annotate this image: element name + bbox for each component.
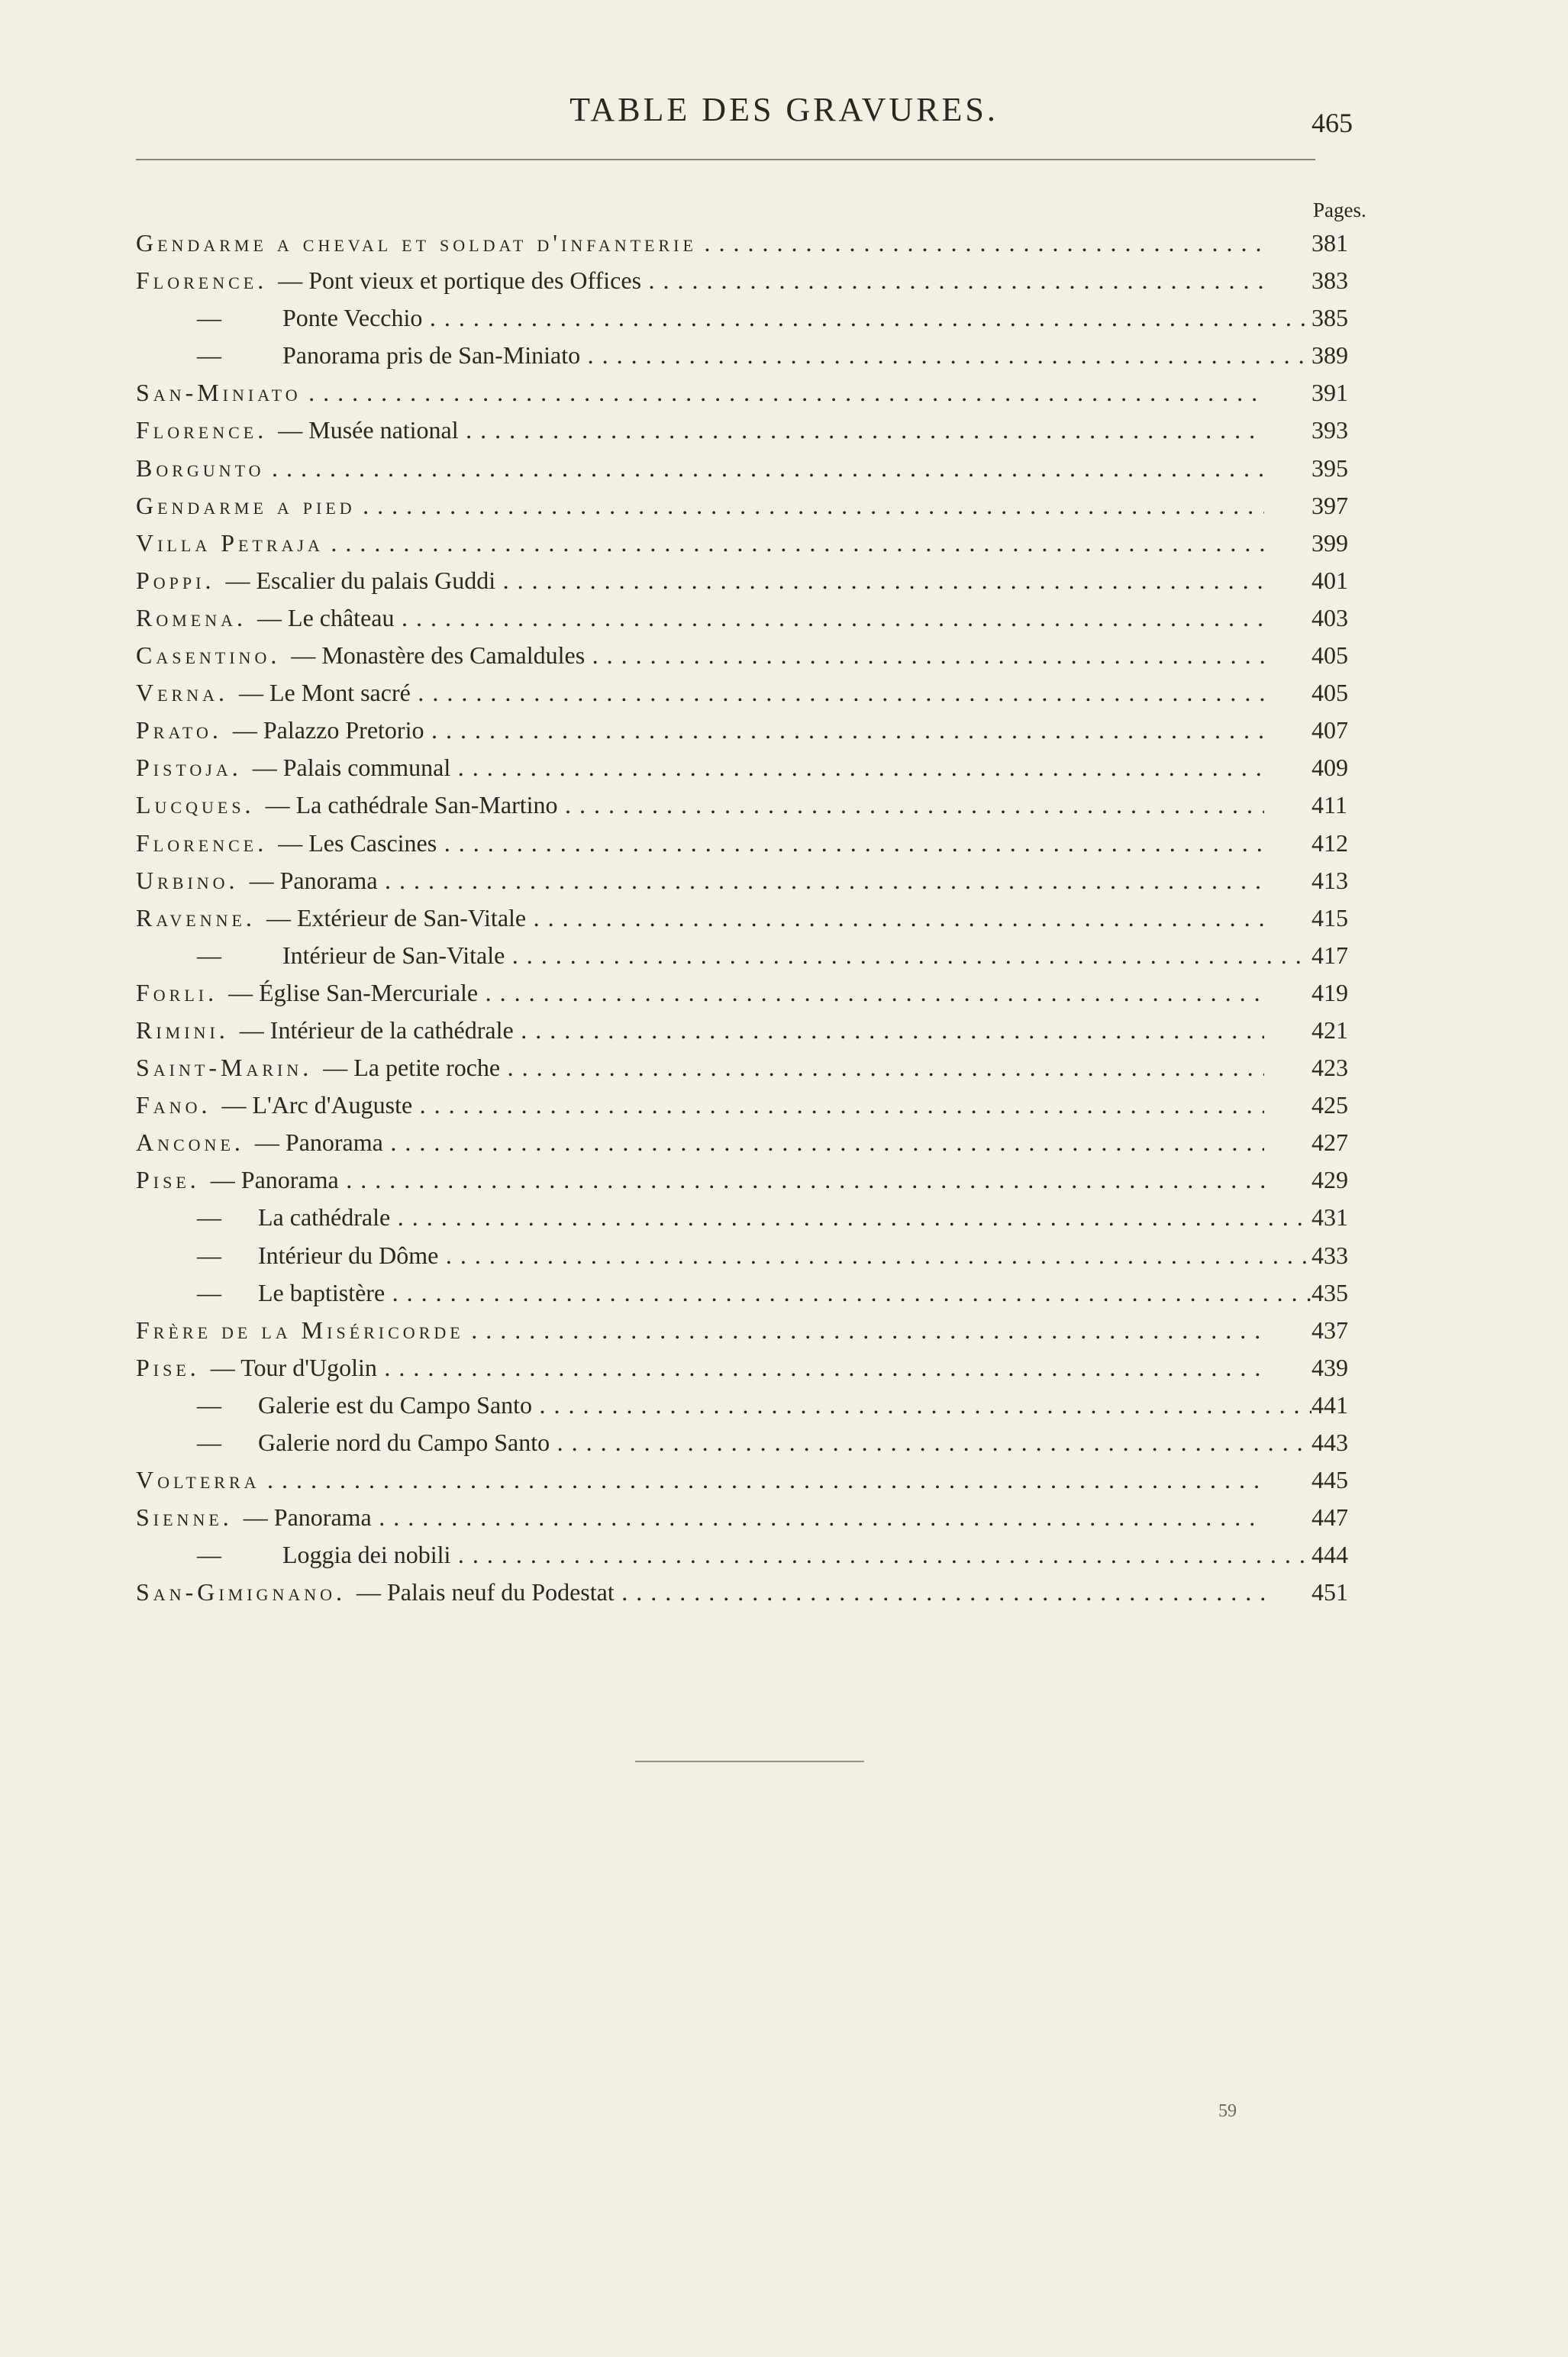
toc-entry-description: — La petite roche [323, 1054, 501, 1082]
toc-entry-place: Ravenne. [136, 903, 256, 931]
toc-entry-place: Rimini. [136, 1015, 229, 1044]
toc-entry-page: 441 [1312, 1387, 1380, 1424]
toc-entry-title [136, 637, 1264, 674]
toc-entry-place: Florence. [136, 266, 268, 295]
toc-entry-page: 419 [1312, 974, 1380, 1012]
toc-entry [136, 374, 1357, 412]
toc-entry-description: — Galerie nord du Campo Santo [197, 1429, 550, 1456]
toc-entry-description: — Tour d'Ugolin [210, 1353, 377, 1381]
toc-entry-place: Sienne. [136, 1503, 233, 1532]
pages-column-label: Pages. [1313, 199, 1366, 221]
toc-entry-description: — Église San-Mercuriale [228, 978, 479, 1006]
toc-entry-page: 437 [1312, 1312, 1380, 1349]
header-rule [136, 159, 1315, 160]
toc-entry-title [136, 1049, 1264, 1086]
toc-entry [136, 224, 1357, 262]
toc-entry-title [136, 1237, 1325, 1274]
toc-entry-description: — Intérieur de la cathédrale [239, 1015, 514, 1044]
toc-entry [136, 749, 1357, 786]
toc-entry-title [136, 1012, 1264, 1049]
toc-entry [136, 1274, 1357, 1312]
toc-entry-place: Frère de la Miséricorde [136, 1316, 464, 1344]
toc-entry-title [136, 337, 1325, 374]
toc-entry-page: 433 [1312, 1237, 1380, 1274]
toc-entry [136, 599, 1357, 637]
toc-entry [136, 1049, 1357, 1086]
toc-entry-title [136, 1199, 1325, 1236]
toc-entry-page: 445 [1312, 1461, 1380, 1499]
toc-entry-title [136, 1349, 1264, 1387]
toc-entry-page: 439 [1312, 1349, 1380, 1387]
toc-entry-page: 435 [1312, 1274, 1380, 1312]
toc-entry-place: Fano. [136, 1091, 211, 1119]
toc-entry-place: Forli. [136, 978, 218, 1006]
toc-entry-description: — Panorama [254, 1128, 383, 1157]
toc-entry-page: 399 [1312, 525, 1380, 562]
toc-entry [136, 1012, 1357, 1049]
toc-entry-page: 413 [1312, 862, 1380, 899]
toc-entry [136, 1574, 1357, 1611]
toc-entry [136, 1086, 1357, 1124]
toc-entry-place: Florence. [136, 416, 268, 444]
toc-entry-page: 409 [1312, 749, 1380, 786]
toc-entry-title [136, 749, 1264, 786]
toc-entry [136, 674, 1357, 712]
toc-entry-place: San-Gimignano. [136, 1578, 346, 1606]
toc-entry [136, 1461, 1357, 1499]
toc-entry-place: Ancone. [136, 1128, 244, 1157]
toc-entry-description: — Palazzo Pretorio [232, 716, 424, 744]
toc-entry-description: — Intérieur de San-Vitale [197, 941, 505, 969]
toc-entry-title [136, 374, 1264, 412]
toc-entry-page: 421 [1312, 1012, 1380, 1049]
toc-entry-page: 393 [1312, 412, 1380, 449]
toc-entry-title [136, 262, 1264, 299]
toc-entry-title [136, 599, 1264, 637]
toc-entry-place: Villa Petraja [136, 528, 324, 557]
toc-entry [136, 1499, 1357, 1536]
toc-entry-place: Gendarme a pied [136, 491, 356, 519]
toc-entry-place: Lucques. [136, 791, 255, 819]
toc-entry-place: Poppi. [136, 566, 215, 594]
table-of-engravings [136, 224, 1357, 1611]
toc-entry-place: Gendarme a cheval et soldat d'infanterie [136, 229, 697, 257]
toc-entry-description: — Le Mont sacré [239, 679, 411, 707]
toc-entry [136, 1349, 1357, 1387]
toc-entry-page: 417 [1312, 937, 1380, 974]
toc-entry-place: Romena. [136, 603, 247, 631]
toc-entry-title [136, 862, 1264, 899]
toc-entry-page: 444 [1312, 1536, 1380, 1574]
toc-entry-title [136, 562, 1264, 599]
toc-entry-title [136, 450, 1264, 487]
toc-entry [136, 1387, 1357, 1424]
toc-entry-description: — L'Arc d'Auguste [221, 1091, 413, 1119]
toc-entry-page: 407 [1312, 712, 1380, 749]
toc-entry-title [136, 1574, 1264, 1611]
toc-entry-description: — Panorama [243, 1503, 372, 1532]
toc-entry-place: Volterra [136, 1466, 260, 1494]
toc-entry-page: 423 [1312, 1049, 1380, 1086]
toc-entry-description: — Escalier du palais Guddi [225, 566, 496, 594]
toc-entry [136, 1199, 1357, 1236]
toc-entry-page: 425 [1312, 1086, 1380, 1124]
toc-entry-title [136, 1424, 1325, 1461]
toc-entry-page: 381 [1312, 224, 1380, 262]
toc-entry-title [136, 712, 1264, 749]
toc-entry-page: 401 [1312, 562, 1380, 599]
toc-entry-description: — Panorama pris de San-Miniato [197, 341, 581, 370]
toc-entry [136, 487, 1357, 525]
toc-entry-title [136, 299, 1325, 337]
toc-entry [136, 825, 1357, 862]
toc-entry-description: — Palais communal [252, 754, 451, 782]
signature-mark: 59 [1218, 2101, 1237, 2121]
toc-entry-place: Florence. [136, 828, 268, 857]
toc-entry-title [136, 825, 1264, 862]
toc-entry-description: — Le château [257, 603, 395, 631]
toc-entry-page: 427 [1312, 1124, 1380, 1161]
toc-entry-description: — Galerie est du Campo Santo [197, 1390, 533, 1419]
toc-entry-title [136, 1086, 1264, 1124]
page-number: 465 [1312, 108, 1353, 138]
toc-entry-place: Urbino. [136, 866, 239, 894]
toc-entry [136, 1536, 1357, 1574]
toc-entry-title [136, 525, 1264, 562]
toc-entry-title [136, 224, 1264, 262]
toc-entry-title [136, 937, 1325, 974]
toc-entry-place: Prato. [136, 716, 222, 744]
toc-entry-place: Pise. [136, 1166, 200, 1194]
toc-entry-page: 447 [1312, 1499, 1380, 1536]
toc-entry-page: 411 [1312, 786, 1380, 824]
toc-entry-description: — Extérieur de San-Vitale [266, 903, 527, 931]
toc-entry-page: 385 [1312, 299, 1380, 337]
toc-entry-place: Verna. [136, 679, 228, 707]
toc-entry [136, 786, 1357, 824]
toc-entry-page: 405 [1312, 674, 1380, 712]
toc-entry-place: Borgunto [136, 454, 265, 482]
toc-entry-title [136, 1312, 1264, 1349]
toc-entry-place: Pise. [136, 1353, 200, 1381]
toc-entry-page: 451 [1312, 1574, 1380, 1611]
page-title: TABLE DES GRAVURES. [569, 91, 999, 128]
toc-entry-description: — La cathédrale [197, 1203, 391, 1232]
toc-entry-page: 412 [1312, 825, 1380, 862]
toc-entry-description: — Intérieur du Dôme [197, 1241, 439, 1269]
toc-entry-title [136, 1161, 1264, 1199]
toc-entry-description: — Monastère des Camaldules [291, 641, 586, 670]
toc-entry-page: 429 [1312, 1161, 1380, 1199]
toc-entry-title [136, 1536, 1325, 1574]
toc-entry [136, 1237, 1357, 1274]
toc-entry-page: 405 [1312, 637, 1380, 674]
toc-entry-page: 395 [1312, 450, 1380, 487]
toc-entry-title [136, 1461, 1264, 1499]
toc-entry [136, 899, 1357, 937]
toc-entry-description: — Loggia dei nobili [197, 1541, 451, 1569]
toc-entry [136, 637, 1357, 674]
toc-entry [136, 450, 1357, 487]
toc-entry [136, 712, 1357, 749]
toc-entry-place: Casentino. [136, 641, 281, 670]
toc-entry-title [136, 1274, 1325, 1312]
toc-entry-page: 397 [1312, 487, 1380, 525]
toc-entry-title [136, 899, 1264, 937]
toc-entry-page: 383 [1312, 262, 1380, 299]
toc-entry-title [136, 1499, 1264, 1536]
toc-entry [136, 862, 1357, 899]
toc-entry-title [136, 674, 1264, 712]
toc-entry-page: 389 [1312, 337, 1380, 374]
toc-entry [136, 299, 1357, 337]
toc-entry-page: 415 [1312, 899, 1380, 937]
toc-entry-place: Saint-Marin. [136, 1054, 313, 1082]
toc-entry [136, 1424, 1357, 1461]
toc-entry [136, 1312, 1357, 1349]
toc-entry-page: 403 [1312, 599, 1380, 637]
toc-entry-title [136, 412, 1264, 449]
toc-entry [136, 562, 1357, 599]
toc-entry-description: — Pont vieux et portique des Offices [278, 266, 642, 295]
toc-entry-title [136, 487, 1264, 525]
toc-entry-page: 431 [1312, 1199, 1380, 1236]
toc-entry-title [136, 1124, 1264, 1161]
toc-entry-description: — La cathédrale San-Martino [265, 791, 558, 819]
toc-entry-place: San-Miniato [136, 379, 302, 407]
toc-entry [136, 337, 1357, 374]
toc-entry [136, 1161, 1357, 1199]
toc-entry-page: 443 [1312, 1424, 1380, 1461]
toc-entry-description: — Musée national [278, 416, 459, 444]
toc-entry-title [136, 1387, 1325, 1424]
toc-entry-description: — Les Cascines [278, 828, 437, 857]
toc-entry [136, 262, 1357, 299]
bottom-rule [635, 1761, 864, 1762]
toc-entry-description: — Palais neuf du Podestat [357, 1578, 615, 1606]
toc-entry-description: — Panorama [249, 866, 378, 894]
toc-entry-title [136, 786, 1264, 824]
toc-entry [136, 1124, 1357, 1161]
toc-entry [136, 974, 1357, 1012]
toc-entry-page: 391 [1312, 374, 1380, 412]
toc-entry-description: — Ponte Vecchio [197, 304, 423, 332]
toc-entry-description: — Le baptistère [197, 1278, 386, 1306]
toc-entry-title [136, 974, 1264, 1012]
toc-entry [136, 525, 1357, 562]
toc-entry-description: — Panorama [210, 1166, 339, 1194]
toc-entry [136, 412, 1357, 449]
toc-entry-place: Pistoja. [136, 754, 242, 782]
toc-entry [136, 937, 1357, 974]
